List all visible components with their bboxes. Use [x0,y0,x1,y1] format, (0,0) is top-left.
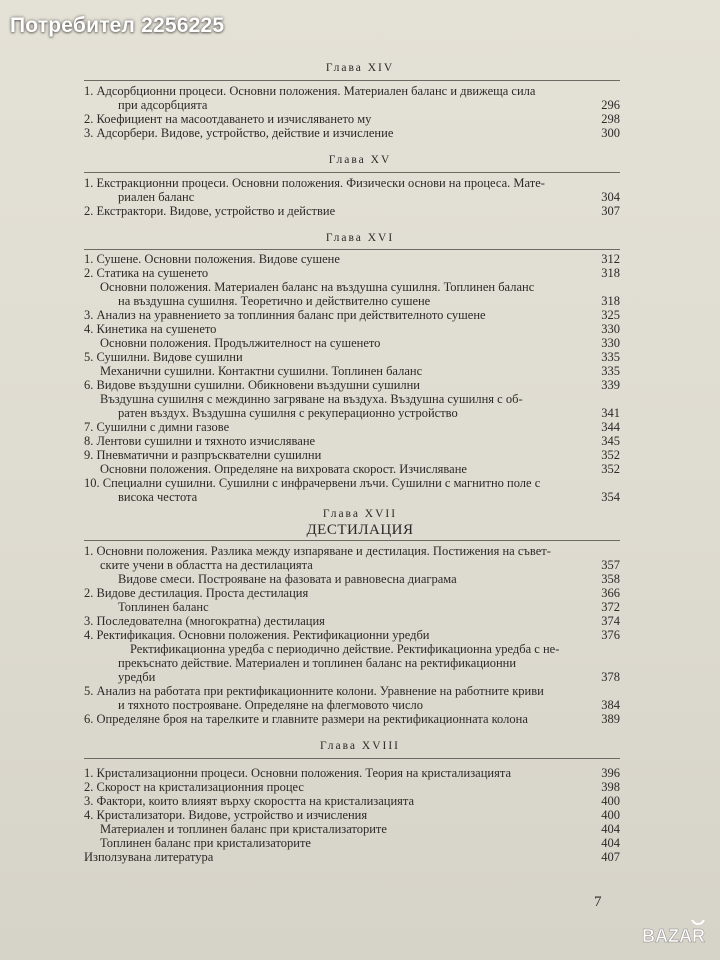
bazar-logo [640,920,712,950]
toc-entry: риален баланс 304 [118,190,620,204]
divider [84,249,620,250]
toc-entry: 1. Адсорбционни процеси. Основни положения. Материален баланс и движеща сила [84,84,536,98]
chapter-heading: Глава XVI [325,232,395,244]
chapter-heading: Глава XIV [325,62,395,74]
toc-entry: при адсорбцията 296 [118,98,620,112]
toc-entry: Видове смеси. Построяване на фазовата и равновесна диаграма 358 [118,572,620,586]
toc-entry: 3. Адсорбери. Видове, устройство, действие и изчисление 300 [84,126,620,140]
toc-entry: Топлинен баланс при кристализаторите 404 [100,836,620,850]
chapter-heading: Глава XVIII [320,740,400,752]
toc-entry: Основни положения. Материален баланс на въздушна сушилня. Топлинен баланс [100,280,535,294]
toc-entry: Въздушна сушилня с междинно загряване на въздуха. Въздушна сушилня с об- [100,392,523,406]
toc-entry: Материален и топлинен баланс при кристализаторите 404 [100,822,620,836]
toc-entry: 8. Лентови сушилни и тяхното изчисляване 345 [84,434,620,448]
toc-entry: 5. Анализ на работата при ректификационните колони. Уравнение на работните криви [84,684,544,698]
toc-entry: ратен въздух. Въздушна сушилня с рекуперационно устройство 341 [118,406,620,420]
toc-entry: 6. Видове въздушни сушилни. Обикновени въздушни сушилни 339 [84,378,620,392]
toc-entry: 1. Екстракционни процеси. Основни положения. Физически основи на процеса. Мате- [84,176,545,190]
toc-entry: 6. Определяне броя на тарелките и главните размери на ректификационната колона 389 [84,712,620,726]
chapter-heading: Глава XVII [322,508,398,520]
toc-entry: Механични сушилни. Контактни сушилни. Топлинен баланс 335 [100,364,620,378]
divider [84,758,620,759]
svg-text:BAZAR: BAZAR [642,926,705,946]
toc-entry: 1. Кристализационни процеси. Основни положения. Теория на кристализацията 396 [84,766,620,780]
page-number: 7 [594,894,602,910]
toc-entry: Основни положения. Продължителност на сушенето 330 [100,336,620,350]
toc-entry: 9. Пневматични и разпръсквателни сушилни 352 [84,448,620,462]
toc-entry: 2. Коефициент на масоотдаването и изчисляването му 298 [84,112,620,126]
toc-entry: уредби 378 [118,670,620,684]
toc-entry: Топлинен баланс 372 [118,600,620,614]
toc-entry: 10. Специални сушилни. Сушилни с инфрачервени лъчи. Сушилни с магнитно поле с [84,476,541,490]
toc-entry: Основни положения. Определяне на вихровата скорост. Изчисляване 352 [100,462,620,476]
toc-entry: 2. Екстрактори. Видове, устройство и действие 307 [84,204,620,218]
toc-entry: 2. Видове дестилация. Проста дестилация 366 [84,586,620,600]
toc-entry: 7. Сушилни с димни газове 344 [84,420,620,434]
chapter-heading: Глава XV [328,154,392,166]
toc-entry: 4. Кристализатори. Видове, устройство и изчисления 400 [84,808,620,822]
toc-entry: висока честота 354 [118,490,620,504]
toc-entry: 4. Ректификация. Основни положения. Ректификационни уредби 376 [84,628,620,642]
chapter-title: ДЕСТИЛАЦИЯ [306,522,414,538]
toc-entry: 3. Анализ на уравнението за топлинния баланс при действителното сушене 325 [84,308,620,322]
divider [84,80,620,81]
toc-entry: и тяхното построяване. Определяне на флегмовото число 384 [118,698,620,712]
toc-entry: на въздушна сушилня. Теоретично и действително сушене 318 [118,294,620,308]
user-watermark: Потребител 2256225 [10,14,225,37]
toc-entry: 5. Сушилни. Видове сушилни 335 [84,350,620,364]
toc-entry: Използувана литература 407 [84,850,620,864]
toc-entry: 1. Основни положения. Разлика между изпаряване и дестилация. Постижения на съвет- [84,544,551,558]
divider [84,172,620,173]
toc-entry: прекъснато действие. Материален и топлинен баланс на ректификационни [118,656,517,670]
divider [84,540,620,541]
toc-entry: 1. Сушене. Основни положения. Видове сушене 312 [84,252,620,266]
toc-entry: 4. Кинетика на сушенето 330 [84,322,620,336]
toc-entry: 3. Фактори, които влияят върху скоростта на кристализацията 400 [84,794,620,808]
toc-entry: 3. Последователна (многократна) дестилация 374 [84,614,620,628]
toc-entry: 2. Скорост на кристализационния процес 398 [84,780,620,794]
toc-entry: ските учени в областта на дестилацията 357 [100,558,620,572]
toc-entry: Ректификационна уредба с периодично действие. Ректификационна уредба с не- [130,642,560,656]
toc-entry: 2. Статика на сушенето 318 [84,266,620,280]
